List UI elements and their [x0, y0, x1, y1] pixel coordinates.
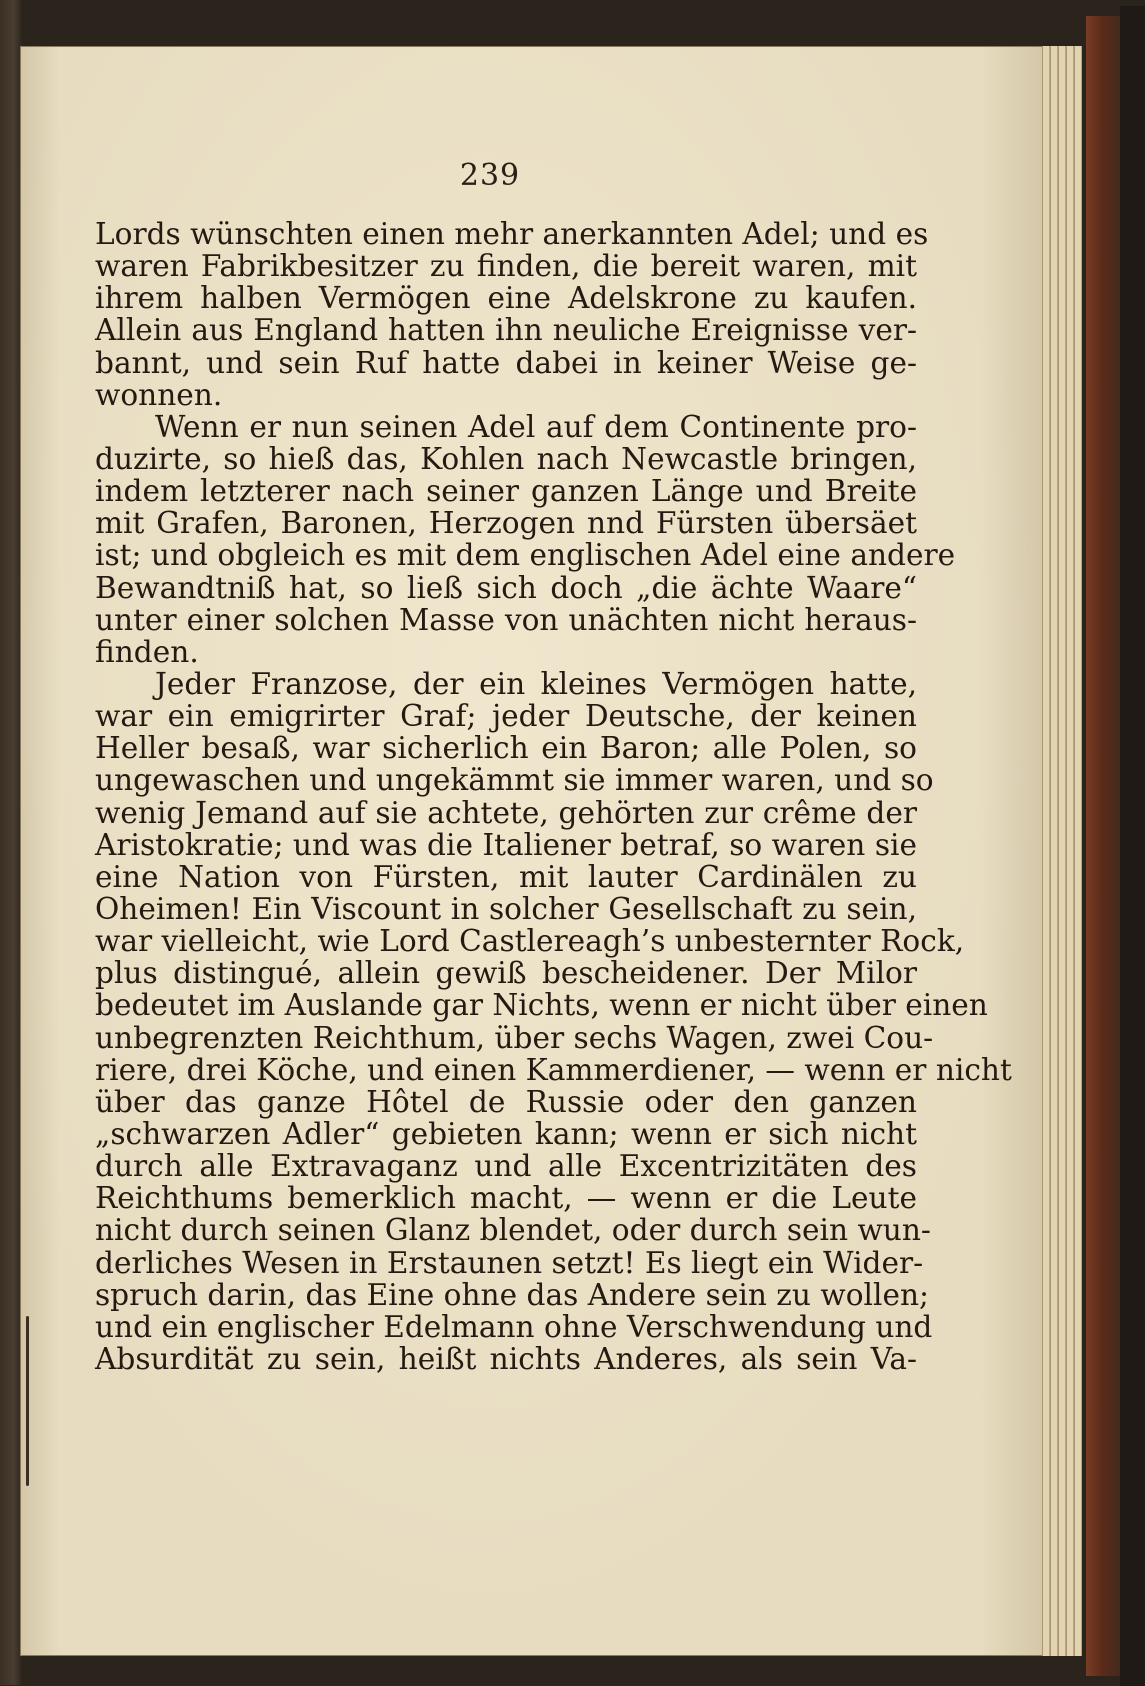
- text-line: bedeutet im Auslande gar Nichts, wenn er nicht über einen: [95, 988, 988, 1023]
- text-line: mit Grafen, Baronen, Herzogen nnd Fürsten übersäet: [95, 506, 917, 541]
- page-edges: [1040, 46, 1145, 1656]
- text-line: „schwarzen Adler“ gebieten kann; wenn er sich nicht: [95, 1116, 917, 1151]
- text-line: wenig Jemand auf sie achtete, gehörten zur crême der: [95, 795, 917, 830]
- text-line: indem letzterer nach seiner ganzen Länge und Breite: [95, 474, 917, 509]
- page-leaf: [1074, 46, 1082, 1656]
- book-shadow: [1120, 6, 1145, 1686]
- text-line: spruch darin, das Eine ohne das Andere sein zu wollen;: [95, 1277, 929, 1312]
- text-line: war ein emigrirter Graf; jeder Deutsche, der keinen: [95, 699, 917, 734]
- page-leaf: [1066, 46, 1074, 1656]
- text-line: finden.: [95, 634, 199, 669]
- text-line: unter einer solchen Masse von unächten nicht heraus-: [95, 602, 917, 637]
- page-number: 239: [459, 158, 521, 193]
- text-line: riere, drei Köche, und einen Kammerdiener, — wenn er nicht: [95, 1052, 1012, 1087]
- text-line: nicht durch seinen Glanz blendet, oder durch sein wun-: [95, 1213, 931, 1248]
- text-line: Absurdität zu sein, heißt nichts Anderes, als sein Va-: [95, 1341, 917, 1376]
- text-line: Oheimen! Ein Viscount in solcher Gesellschaft zu sein,: [95, 891, 917, 926]
- text-line: Lords wünschten einen mehr anerkannten Adel; und es: [95, 217, 929, 251]
- text-line: waren Fabrikbesitzer zu finden, die bereit waren, mit: [95, 249, 917, 284]
- page-leaf: [1042, 46, 1050, 1656]
- page-text: [95, 217, 1012, 1376]
- text-line: eine Nation von Fürsten, mit lauter Cardinälen zu: [95, 859, 917, 894]
- text-line: Bewandtniß hat, so ließ sich doch „die ächte Waare“: [95, 570, 917, 605]
- book-page: [20, 46, 1060, 1656]
- page-leaf: [1050, 46, 1058, 1656]
- text-line: duzirte, so hieß das, Kohlen nach Newcastle bringen,: [95, 441, 917, 476]
- text-line: Aristokratie; und was die Italiener betraf, so waren sie: [95, 827, 917, 862]
- text-line: Jeder Franzose, der ein kleines Vermögen hatte,: [155, 666, 917, 701]
- text-line: derliches Wesen in Erstaunen setzt! Es liegt ein Wider-: [95, 1245, 924, 1280]
- text-line: ihrem halben Vermögen eine Adelskrone zu kaufen.: [95, 281, 917, 316]
- text-line: Allein aus England hatten ihn neuliche Ereignisse ver-: [95, 313, 917, 348]
- text-line: ungewaschen und ungekämmt sie immer waren, und so: [95, 763, 934, 798]
- text-line: über das ganze Hôtel de Russie oder den ganzen: [95, 1084, 917, 1119]
- text-line: war vielleicht, wie Lord Castlereagh’s unbesternter Rock,: [95, 924, 965, 959]
- text-line: bannt, und sein Ruf hatte dabei in keiner Weise ge-: [95, 345, 917, 380]
- text-line: Reichthums bemerklich macht, — wenn er die Leute: [95, 1181, 917, 1216]
- text-line: unbegrenzten Reichthum, über sechs Wagen, zwei Cou-: [95, 1020, 934, 1055]
- page-leaf: [1058, 46, 1066, 1656]
- text-line: plus distingué, allein gewiß bescheidener. Der Milor: [95, 956, 917, 991]
- text-line: ist; und obgleich es mit dem englischen Adel eine andere: [95, 538, 956, 573]
- margin-mark: [26, 1316, 29, 1486]
- text-line: durch alle Extravaganz und alle Excentrizitäten des: [95, 1149, 917, 1184]
- text-line: Wenn er nun seinen Adel auf dem Continente pro-: [155, 409, 917, 444]
- text-line: wonnen.: [95, 377, 223, 412]
- text-line: Heller besaß, war sicherlich ein Baron; alle Polen, so: [95, 731, 917, 766]
- text-line: und ein englischer Edelmann ohne Verschwendung und: [95, 1309, 933, 1344]
